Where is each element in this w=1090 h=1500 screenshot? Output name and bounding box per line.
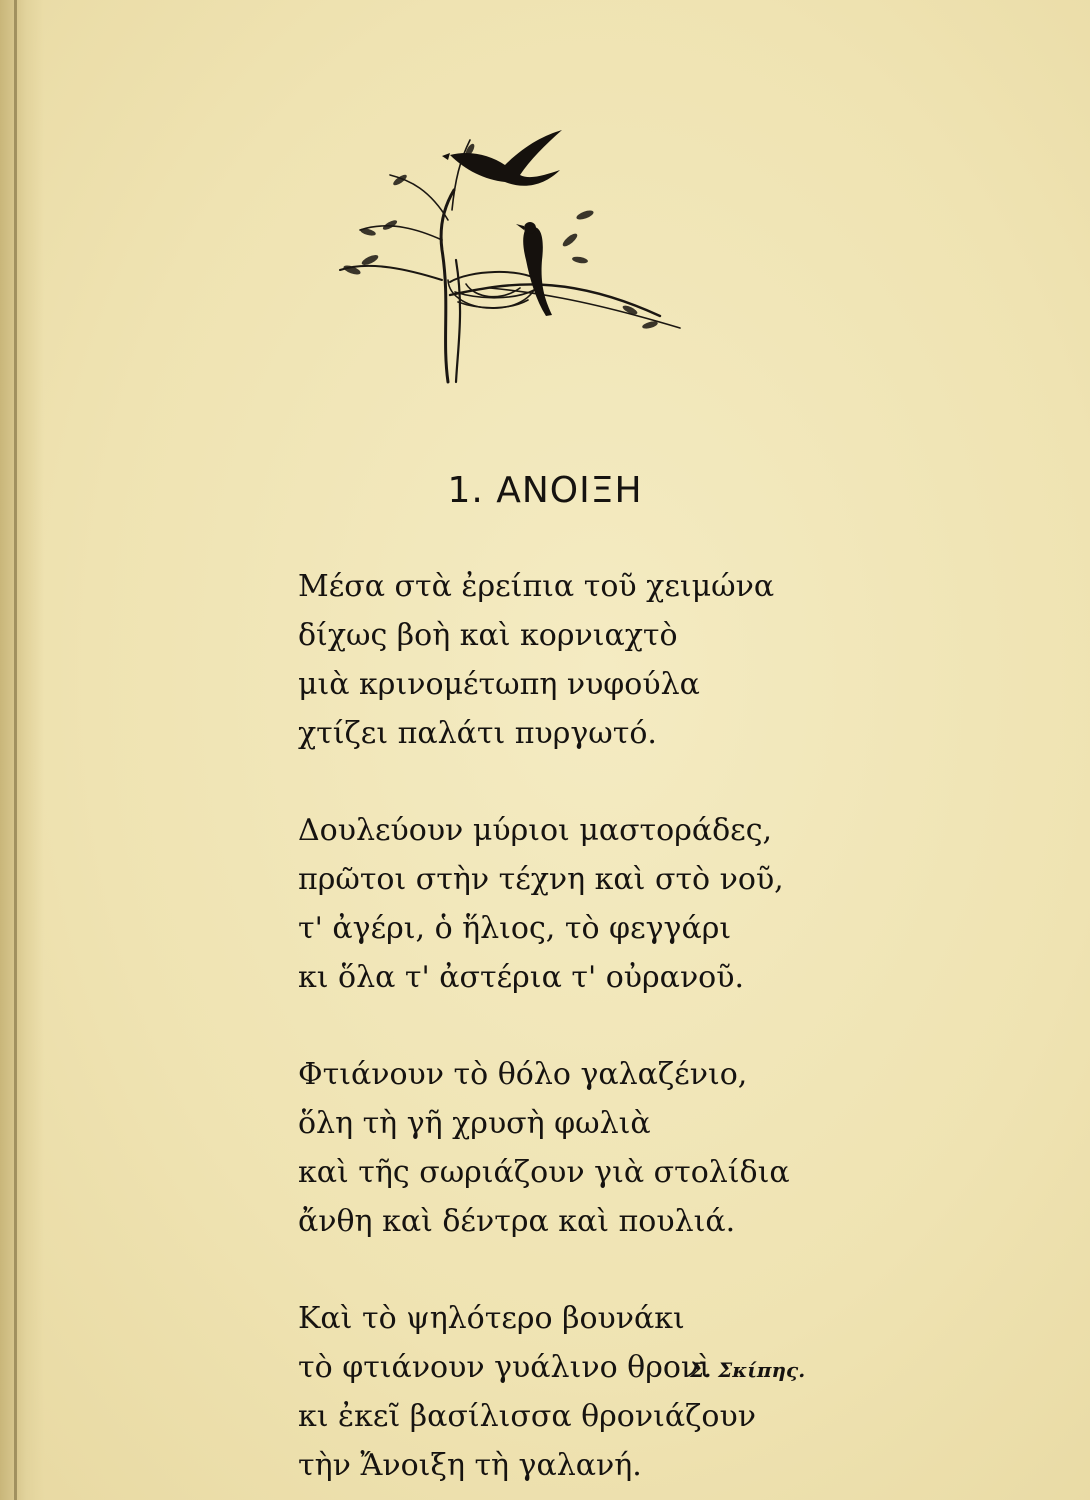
birds-nest-illustration xyxy=(330,120,690,390)
poem-line: μιὰ κρινομέτωπη νυφούλα xyxy=(298,667,700,702)
poem-author: Σ. Σκίπης. xyxy=(690,1358,806,1382)
poem-line: τ' ἀγέρι, ὁ ἥλιος, τὸ φεγγάρι xyxy=(298,911,732,946)
poem-line: χτίζει παλάτι πυργωτό. xyxy=(298,716,657,751)
poem-line: καὶ τῆς σωριάζουν γιὰ στολίδια xyxy=(298,1155,790,1190)
stanza xyxy=(298,1294,858,1490)
poem-line: κι ἐκεῖ βασίλισσα θρονιάζουν xyxy=(298,1399,756,1434)
poem-line: Φτιάνουν τὸ θόλο γαλαζένιο, xyxy=(298,1057,748,1092)
poem-line: δίχως βοὴ καὶ κορνιαχτὸ xyxy=(298,618,678,653)
binding-line xyxy=(14,0,17,1500)
poem-line: ὅλη τὴ γῆ χρυσὴ φωλιὰ xyxy=(298,1106,651,1141)
poem-line: ἄνθη καὶ δέντρα καὶ πουλιά. xyxy=(298,1204,736,1239)
page-spine-shadow xyxy=(0,0,44,1500)
poem-line: Δουλεύουν μύριοι μαστοράδες, xyxy=(298,813,773,848)
poem-title: 1. ΑΝΟΙΞΗ xyxy=(447,470,643,511)
poem-line: Μέσα στὰ ἐρείπια τοῦ χειμώνα xyxy=(298,569,775,604)
stanza xyxy=(298,806,858,1002)
poem-line: τὴν Ἄνοιξη τὴ γαλανή. xyxy=(298,1448,642,1483)
stanza xyxy=(298,1050,858,1246)
poem-line: τὸ φτιάνουν γυάλινο θρονὶ xyxy=(298,1350,711,1385)
poem-body xyxy=(298,562,858,1490)
stanza xyxy=(298,562,858,758)
poem-line: πρῶτοι στὴν τέχνη καὶ στὸ νοῦ, xyxy=(298,862,784,897)
poem-line: κι ὅλα τ' ἀστέρια τ' οὐρανοῦ. xyxy=(298,960,745,995)
poem-line: Καὶ τὸ ψηλότερο βουνάκι xyxy=(298,1301,685,1336)
